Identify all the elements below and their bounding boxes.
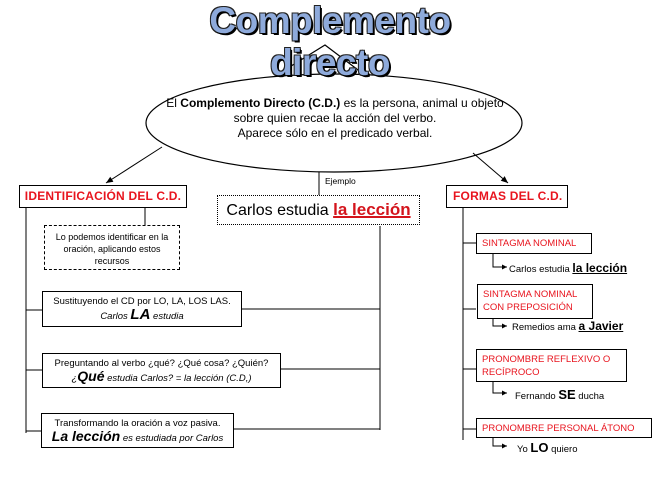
example-highlight: la lección (333, 200, 411, 219)
example-label: Ejemplo (325, 176, 356, 186)
example-sentence-box: Carlos estudia la lección (217, 195, 420, 225)
definition-line-2: sobre quien recae la acción del verbo. (233, 111, 437, 125)
form-sintagma-nominal: SINTAGMA NOMINAL (476, 233, 592, 254)
form-pronombre-reflexivo: PRONOMBRE REFLEXIVO O RECÍPROCO (476, 349, 627, 382)
identification-note: Lo podemos identificar en la oración, aplicando estos recursos (44, 225, 180, 270)
form-example-1: Carlos estudia la lección (509, 261, 628, 275)
forms-heading: FORMAS DEL C.D. (446, 185, 568, 208)
definition-term: Complemento Directo (C.D.) (180, 96, 341, 110)
page-title: Complemento directo (209, 0, 451, 83)
method-passive-voice: Transformando la oración a voz pasiva. La lección es estudiada por Carlos (41, 413, 234, 448)
form-example-4: Yo LO quiero (517, 440, 578, 455)
definition-line-1: El Complemento Directo (C.D.) es la persona, animal u objeto (166, 96, 504, 110)
method-substitution: Sustituyendo el CD por LO, LA, LOS LAS. Carlos LA estudia (42, 291, 242, 327)
form-example-3: Fernando SE ducha (515, 387, 605, 402)
form-sintagma-preposicion: SINTAGMA NOMINAL CON PREPOSICIÓN (477, 284, 593, 319)
identification-heading: IDENTIFICACIÓN DEL C.D. (19, 185, 187, 208)
form-example-2: Remedios ama a Javier (512, 319, 624, 333)
form-pronombre-atono: PRONOMBRE PERSONAL ÁTONO (476, 418, 652, 438)
definition-text (150, 96, 520, 141)
definition-line-3: Aparece sólo en el predicado verbal. (237, 126, 433, 140)
method-question: Preguntando al verbo ¿qué? ¿Qué cosa? ¿Quién? ¿Qué estudia Carlos? = la lección (C.D,) (42, 353, 281, 388)
